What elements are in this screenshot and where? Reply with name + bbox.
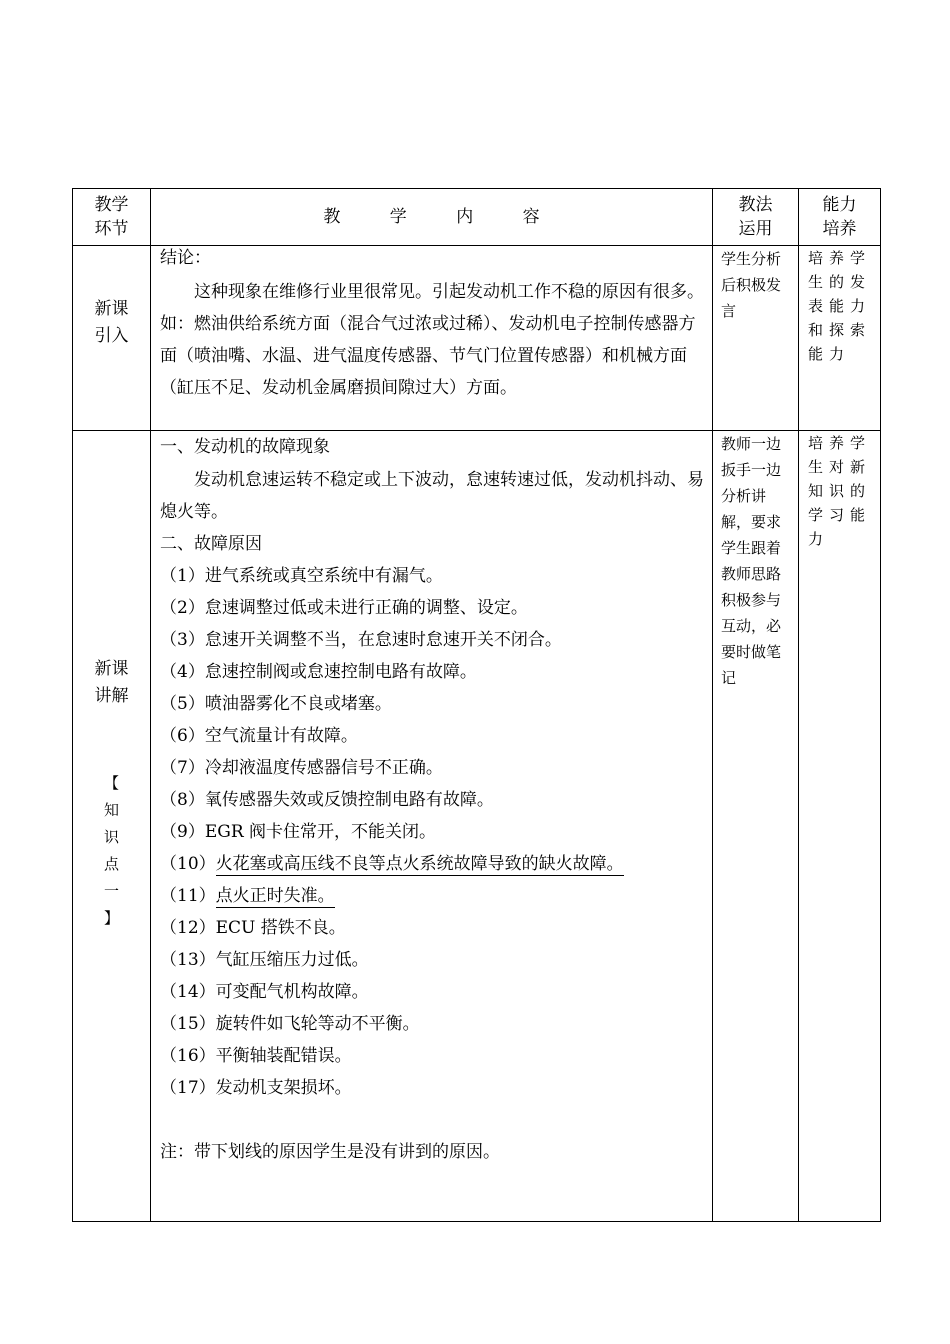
cause-text: 冷却液温度传感器信号不正确。 [204,758,443,778]
cause-item [160,624,706,656]
cause-item [160,912,706,944]
cause-number: （1） [160,566,205,586]
lecture-ability-text: 培养学生对新知识的学习能力 [808,434,872,548]
cause-text: ECU 搭铁不良。 [215,918,346,938]
cause-list [160,560,706,1104]
conclusion-paragraph: 这种现象在维修行业里很常见。引起发动机工作不稳的原因有很多。如：燃油供给系统方面（混合气过浓或过稀）、发动机电子控制传感器方面（喷油嘴、水温、进气温度传感器、节气门位置传感器）和机械方面（缸压不足、发动机金属磨损间隙过大）方面。 [160,282,704,398]
cause-text: 进气系统或真空系统中有漏气。 [204,566,443,586]
cause-number: （3） [160,630,205,650]
cause-number: （5） [160,694,205,714]
cause-text: 可变配气机构故障。 [215,982,369,1002]
cause-text: 空气流量计有故障。 [204,726,358,746]
cause-number: （11） [160,886,216,906]
intro-ability-cell [799,246,881,431]
cause-text: 发动机支架损坏。 [215,1078,352,1098]
header-ability-label: 能力 培养 [822,195,857,239]
phenomenon-heading: 一、发动机的故障现象 [160,437,330,457]
lecture-method-cell [713,431,799,1222]
header-ability [799,189,881,246]
cause-item [160,1040,706,1072]
cause-item [160,848,706,880]
cause-item [160,592,706,624]
cause-text: 怠速控制阀或怠速控制电路有故障。 [204,662,477,682]
header-section-label: 教学 环节 [94,195,129,239]
cause-text: 平衡轴装配错误。 [215,1046,352,1066]
intro-row [73,246,881,431]
header-method [713,189,799,246]
cause-item [160,1008,706,1040]
cause-item [160,688,706,720]
lecture-section-cell [73,431,151,1222]
conclusion-heading: 结论： [160,248,211,268]
phenomenon-text: 发动机怠速运转不稳定或上下波动，怠速转速过低，发动机抖动、易熄火等。 [160,470,704,522]
cause-item [160,784,706,816]
intro-method-text: 学生分析后积极发言 [721,250,782,320]
lecture-section-label: 新课 讲解 [94,659,129,706]
cause-text: EGR 阀卡住常开，不能关闭。 [204,822,437,842]
header-content-label: 教 学 内 容 [323,207,562,227]
knowledge-point-tag: 【 知 识 点 一 】 [103,774,119,927]
cause-item [160,560,706,592]
header-row [73,189,881,246]
cause-item [160,816,706,848]
lesson-plan-table [72,188,881,1222]
cause-number: （4） [160,662,205,682]
cause-text: 喷油器雾化不良或堵塞。 [204,694,392,714]
header-content [151,189,713,246]
cause-number: （14） [160,982,216,1002]
header-section [73,189,151,246]
cause-heading: 二、故障原因 [160,534,262,554]
cause-item [160,752,706,784]
header-method-label: 教法 运用 [738,195,773,239]
lecture-content-cell [151,431,713,1222]
lecture-ability-cell [799,431,881,1222]
cause-number: （16） [160,1046,216,1066]
cause-item [160,656,706,688]
intro-section-cell [73,246,151,431]
cause-text: 旋转件如飞轮等动不平衡。 [215,1014,420,1034]
cause-item [160,944,706,976]
cause-text: 点火正时失准。 [215,886,335,906]
cause-item [160,880,706,912]
cause-item [160,720,706,752]
cause-number: （10） [160,854,216,874]
intro-ability-text: 培养学生的发表能力和探索能力 [808,249,872,363]
lecture-method-text: 教师一边扳手一边分析讲解，要求学生跟着教师思路积极参与互动，必要时做笔记 [721,435,782,687]
intro-section-label: 新课 引入 [94,299,129,346]
cause-number: （15） [160,1014,216,1034]
cause-number: （6） [160,726,205,746]
cause-text: 气缸压缩压力过低。 [215,950,369,970]
cause-item [160,976,706,1008]
intro-method-cell [713,246,799,431]
cause-number: （12） [160,918,216,938]
cause-item [160,1072,706,1104]
cause-text: 怠速开关调整不当，在怠速时怠速开关不闭合。 [204,630,562,650]
cause-number: （9） [160,822,205,842]
cause-number: （2） [160,598,205,618]
cause-text: 火花塞或高压线不良等点火系统故障导致的缺火故障。 [215,854,624,874]
cause-text: 怠速调整过低或未进行正确的调整、设定。 [204,598,528,618]
underline-note: 注：带下划线的原因学生是没有讲到的原因。 [160,1142,500,1162]
cause-number: （17） [160,1078,216,1098]
cause-number: （13） [160,950,216,970]
cause-number: （8） [160,790,205,810]
lecture-row [73,431,881,1222]
cause-number: （7） [160,758,205,778]
cause-text: 氧传感器失效或反馈控制电路有故障。 [204,790,494,810]
intro-content-cell [151,246,713,431]
